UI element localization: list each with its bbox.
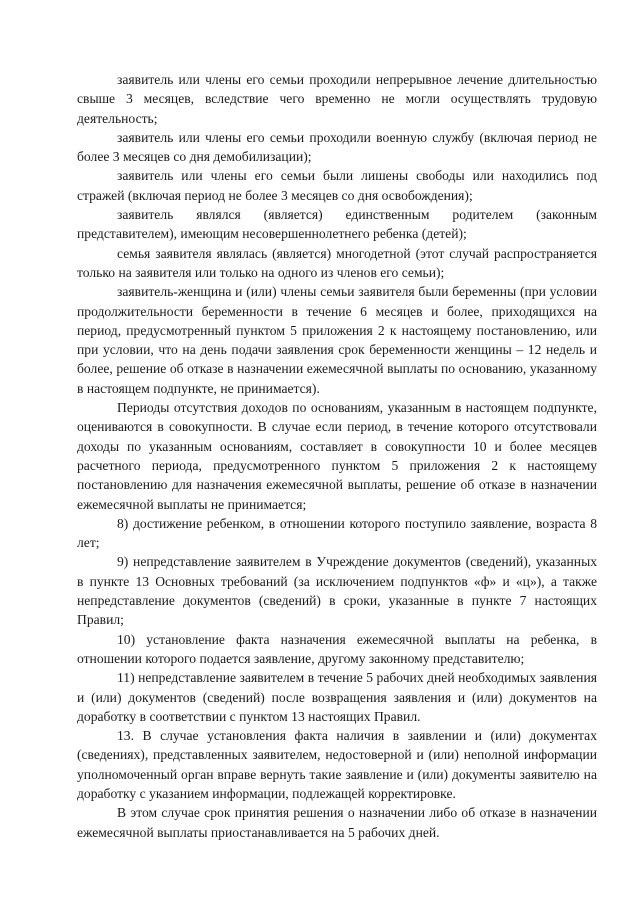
document-page xyxy=(77,70,597,842)
paragraph-item-9: 9) непредставление заявителем в Учреждение документов (сведений), указанных в пункте 13 Основных требований (за исключением подпунктов «ф» и «ц»), а также непредставление документов (сведений) в сроки, указанные в пункте 7 настоящих Правил; xyxy=(77,554,597,628)
paragraph-item-8: 8) достижение ребенком, в отношении которого поступило заявление, возраста 8 лет; xyxy=(77,515,597,551)
paragraph-treatment: заявитель или члены его семьи проходили непрерывное лечение длительностью свыше 3 месяцев, вследствие чего временно не могли осуществлять трудовую деятельность; xyxy=(77,72,597,126)
paragraph-income-periods: Периоды отсутствия доходов по основаниям, указанным в настоящем подпункте, оцениваются в совокупности. В случае если период, в течение которого отсутствовали доходы по указанным основаниям, составляет в совокупности 10 и более месяцев расчетного периода, предусмотренного пунктом 5 приложения 2 к настоящему постановлению для назначения ежемесячной выплаты, решение об отказе в назначении ежемесячной выплаты не принимается; xyxy=(77,400,597,512)
paragraph-pregnancy: заявитель-женщина и (или) члены семьи заявителя были беременны (при условии продолжительности беременности в течение 6 месяцев и более, приходящихся на период, предусмотренный пунктом 5 приложения 2 к настоящему постановлению, или при условии, что на день подачи заявления срок беременности женщины – 12 недель и более, решение об отказе в назначении ежемесячной выплаты по основанию, указанному в настоящем подпункте, не принимается). xyxy=(77,284,597,396)
paragraph-imprisonment: заявитель или члены его семьи были лишены свободы или находились под стражей (включая период не более 3 месяцев со дня освобождения); xyxy=(77,168,597,203)
paragraph-suspension: В этом случае срок принятия решения о назначении либо об отказе в назначении ежемесячной выплаты приостанавливается на 5 рабочих дней. xyxy=(77,805,597,840)
paragraph-item-10: 10) установление факта назначения ежемесячной выплаты на ребенка, в отношении которого подается заявление, другому законному представителю; xyxy=(77,631,597,666)
paragraph-single-parent: заявитель являлся (является) единственным родителем (законным представителем), имеющим несовершеннолетнего ребенка (детей); xyxy=(77,207,597,242)
paragraph-military-service: заявитель или члены его семьи проходили военную службу (включая период не более 3 месяцев со дня демобилизации); xyxy=(77,129,597,165)
paragraph-section-13: 13. В случае установления факта наличия в заявлении и (или) документах (сведениях), представленных заявителем, недостоверной и (или) неполной информации уполномоченный орган вправе вернуть такие заявление и (или) документы заявителю на доработку с указанием информации, подлежащей корректировке. xyxy=(77,728,597,801)
paragraph-large-family: семья заявителя являлась (является) многодетной (этот случай распространяется только на заявителя или только на одного из членов его семьи); xyxy=(77,245,597,280)
paragraph-item-11: 11) непредставление заявителем в течение 5 рабочих дней необходимых заявления и (или) документов (сведений) после возвращения заявления и (или) документов на доработку в соответствии с пунктом 13 настоящих Правил. xyxy=(77,670,597,724)
